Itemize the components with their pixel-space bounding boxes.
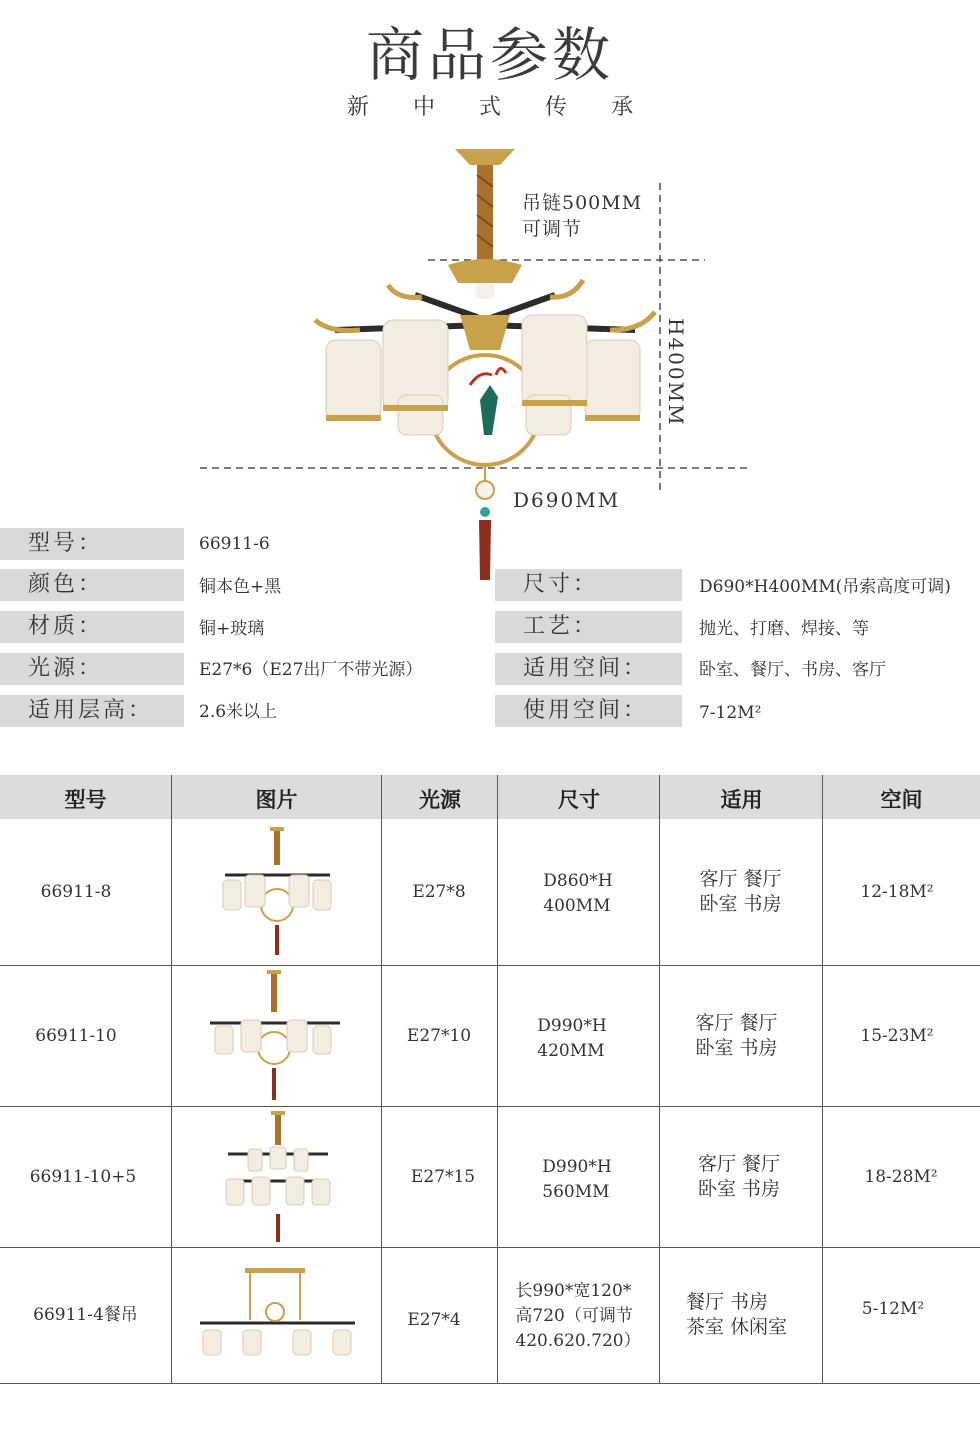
table-row-4-use: 餐厅 书房 茶室 休闲室 bbox=[685, 1290, 788, 1338]
table-row-4-space: 5-12M² bbox=[861, 1299, 925, 1319]
table-header bbox=[0, 775, 980, 819]
spec-craft-label: 工艺： bbox=[495, 611, 682, 643]
chain-length-label bbox=[522, 190, 642, 242]
spec-space-label: 适用空间： bbox=[495, 653, 682, 685]
spec-light-label: 光源： bbox=[0, 653, 184, 685]
height-label: H400MM bbox=[664, 318, 688, 427]
diameter-label: D690MM bbox=[513, 488, 621, 512]
table-row-3-light: E27*15 bbox=[410, 1166, 476, 1187]
spec-size-value: D690*H400MM(吊索高度可调) bbox=[699, 577, 951, 597]
spec-color-value: 铜本色+黑 bbox=[199, 577, 282, 597]
header-model: 型号 bbox=[64, 788, 107, 812]
table-row-3-use: 客厅 餐厅 卧室 书房 bbox=[697, 1153, 781, 1200]
spec-space-value: 卧室、餐厅、书房、客厅 bbox=[699, 660, 886, 680]
table-row-2-size: D990*H 420MM bbox=[537, 1016, 607, 1061]
page-subtitle: 新中式传承 bbox=[346, 95, 677, 120]
table-row-1-space: 12-18M² bbox=[860, 881, 934, 902]
table-row-3-size: D990*H 560MM bbox=[542, 1157, 612, 1202]
header-use: 适用 bbox=[720, 788, 763, 812]
spec-color-label: 颜色： bbox=[0, 569, 184, 601]
row-1-chandelier-image bbox=[215, 825, 340, 960]
header-light: 光源 bbox=[419, 788, 461, 812]
table-row-1-size: D860*H 400MM bbox=[543, 871, 613, 916]
table-row-1-model: 66911-8 bbox=[40, 881, 112, 902]
table-row-2-space: 15-23M² bbox=[860, 1025, 934, 1046]
table-row-4-light: E27*4 bbox=[407, 1310, 461, 1330]
spec-material-label: 材质： bbox=[0, 611, 184, 643]
page-title: 商品参数 bbox=[365, 21, 614, 89]
table-row-2-light: E27*10 bbox=[406, 1025, 472, 1046]
table-row-4-size: 长990*宽120* 高720（可调节 420.620.720） bbox=[515, 1281, 641, 1351]
row-3-chandelier-image bbox=[218, 1109, 338, 1244]
table-row-3-space: 18-28M² bbox=[864, 1166, 938, 1187]
table-row-2-use: 客厅 餐厅 卧室 书房 bbox=[695, 1012, 778, 1059]
chain-length-text: 吊链500MM bbox=[522, 192, 643, 214]
spec-area-label: 使用空间： bbox=[495, 695, 682, 727]
spec-ceiling-label: 适用层高： bbox=[0, 695, 184, 727]
row-2-chandelier-image bbox=[205, 968, 345, 1103]
table-row-1-use: 客厅 餐厅 卧室 书房 bbox=[699, 868, 782, 915]
row-4-dining-pendant-image bbox=[195, 1265, 360, 1365]
spec-model-value: 66911-6 bbox=[199, 534, 270, 554]
chain-adjustable-text: 可调节 bbox=[522, 218, 583, 240]
table-row-3-model: 66911-10+5 bbox=[29, 1166, 137, 1187]
spec-model-label: 型号： bbox=[0, 528, 184, 560]
header-size: 尺寸 bbox=[558, 788, 600, 812]
header-image: 图片 bbox=[255, 788, 298, 812]
table-row-4-model: 66911-4餐吊 bbox=[33, 1305, 138, 1325]
spec-ceiling-value: 2.6米以上 bbox=[199, 702, 278, 722]
spec-light-value: E27*6（E27出厂不带光源） bbox=[199, 660, 423, 680]
spec-craft-value: 抛光、打磨、焊接、等 bbox=[699, 619, 869, 639]
table-row-2-model: 66911-10 bbox=[35, 1025, 117, 1046]
spec-size-label: 尺寸： bbox=[495, 569, 682, 601]
table-row-1-light: E27*8 bbox=[412, 881, 466, 902]
spec-area-value: 7-12M² bbox=[699, 703, 762, 723]
header-space: 空间 bbox=[880, 788, 923, 812]
spec-material-value: 铜+玻璃 bbox=[199, 619, 265, 639]
